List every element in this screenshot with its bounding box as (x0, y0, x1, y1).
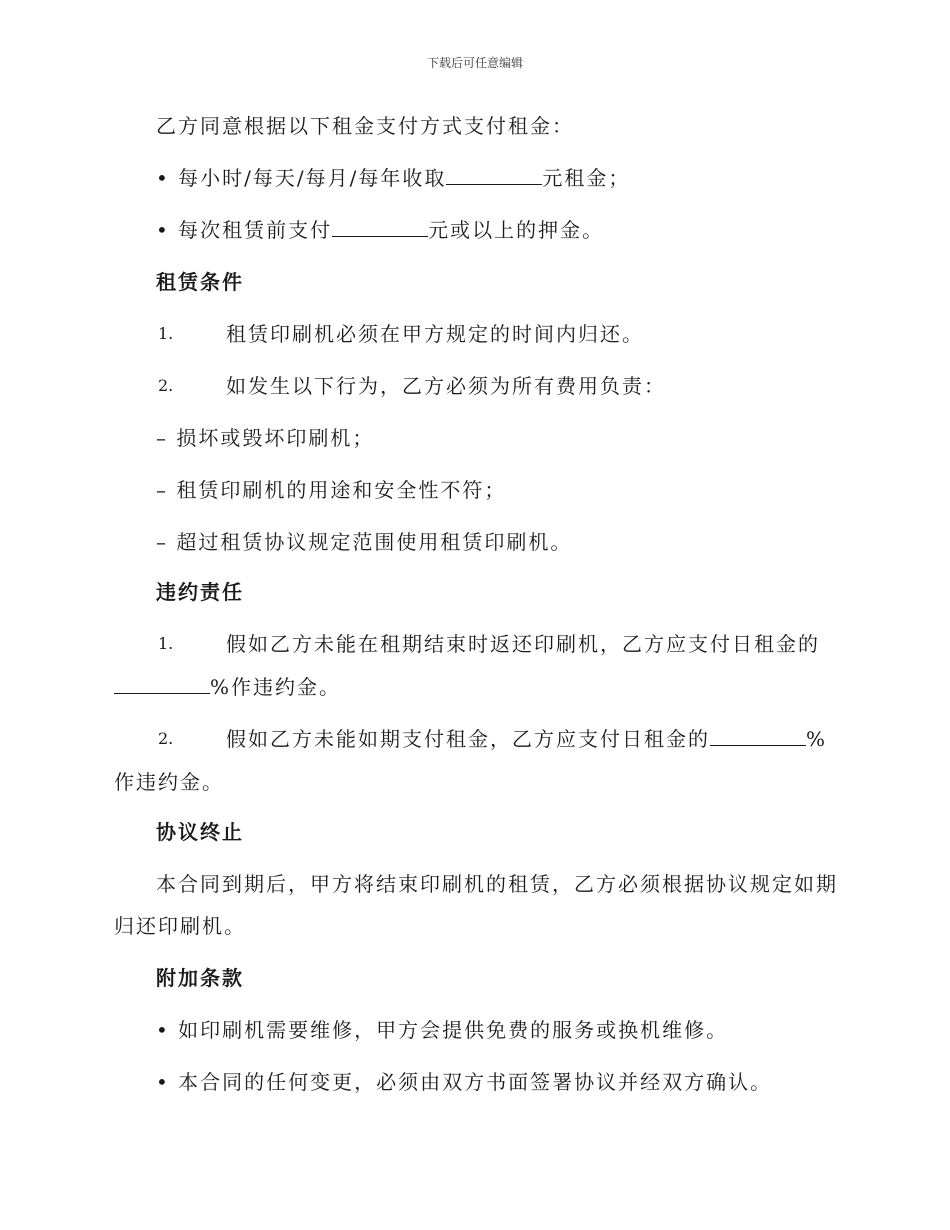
condition-dash-1: – 损坏或毁坏印刷机； (156, 426, 375, 450)
payment-bullet-1 (156, 164, 630, 192)
list-number: 1. (158, 634, 174, 653)
fill-blank (332, 216, 428, 237)
payment-bullet-2-post: 元或以上的押金。 (428, 218, 605, 242)
payment-bullet-2-pre: • 每次租赁前支付 (156, 218, 333, 242)
breach-item-2-text: 假如乙方未能如期支付租金，乙方应支付日租金的 (226, 727, 710, 751)
payment-bullet-1-pre: • 每小时/每天/每月/每年收取 (156, 166, 447, 190)
breach-item-2-line-1 (226, 725, 827, 753)
additional-bullet-1: • 如印刷机需要维修，甲方会提供免费的服务或换机维修。 (156, 1018, 729, 1042)
fill-blank (446, 164, 542, 185)
section-heading-conditions: 租赁条件 (156, 270, 244, 294)
condition-item-2: 如发生以下行为，乙方必须为所有费用负责： (226, 374, 666, 398)
section-heading-additional: 附加条款 (156, 966, 244, 990)
fill-blank (710, 725, 806, 746)
condition-dash-2: – 租赁印刷机的用途和安全性不符； (156, 478, 507, 502)
condition-dash-3: – 超过租赁协议规定范围使用租赁印刷机。 (156, 530, 573, 554)
breach-item-1-suffix: %作违约金。 (210, 675, 342, 699)
payment-bullet-2 (156, 216, 604, 244)
section-heading-breach: 违约责任 (156, 580, 244, 604)
list-number: 2. (158, 376, 174, 395)
section-heading-termination: 协议终止 (156, 820, 244, 844)
breach-item-2-line-2: 作违约金。 (114, 770, 224, 794)
condition-item-1: 租赁印刷机必须在甲方规定的时间内归还。 (226, 322, 644, 346)
payment-intro: 乙方同意根据以下租金支付方式支付租金： (156, 114, 574, 138)
list-number: 1. (158, 324, 174, 343)
termination-line-2: 归还印刷机。 (114, 914, 246, 938)
payment-bullet-1-post: 元租金； (542, 166, 631, 190)
list-number: 2. (158, 729, 174, 748)
breach-item-1-line-2 (114, 673, 341, 701)
page-header: 下载后可任意编辑 (426, 56, 523, 70)
additional-bullet-2: • 本合同的任何变更，必须由双方书面签署协议并经双方确认。 (156, 1070, 773, 1094)
breach-item-2-percent: % (806, 727, 828, 751)
breach-item-1-line-1: 假如乙方未能在租期结束时返还印刷机，乙方应支付日租金的 (226, 632, 820, 656)
fill-blank (114, 673, 210, 694)
termination-line-1: 本合同到期后，甲方将结束印刷机的租赁，乙方必须根据协议规定如期 (156, 872, 838, 896)
